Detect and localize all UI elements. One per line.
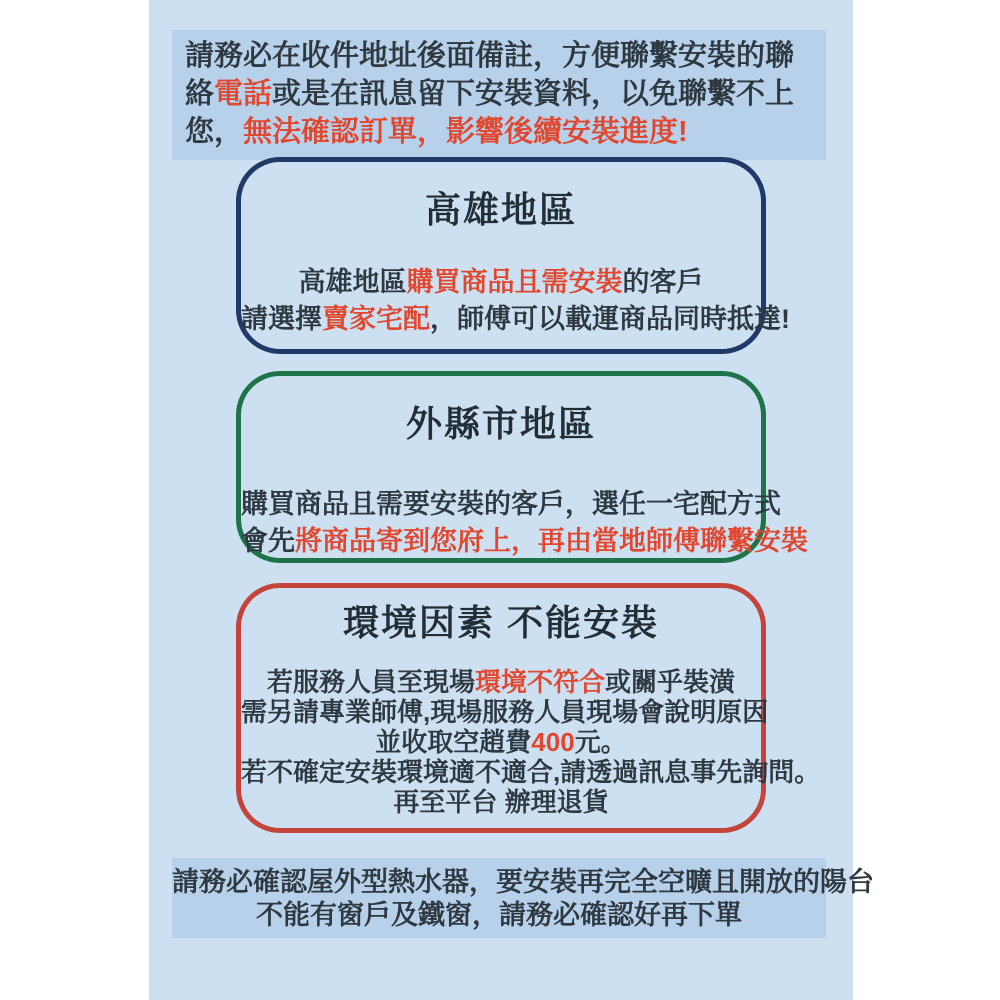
top-notice-text <box>185 37 813 151</box>
highlight-environment-unfit-text: 環境不符合 <box>474 667 605 697</box>
highlight-phone-text: 電話 <box>214 78 273 110</box>
environment-box-body <box>241 667 821 817</box>
highlight-progress-warning-text: 續安裝進度! <box>533 116 688 148</box>
text-segment: 請選擇 <box>241 304 322 334</box>
body-line <box>241 727 761 757</box>
other-counties-box-body <box>241 486 808 560</box>
body-line <box>241 264 761 301</box>
body-line <box>241 486 781 523</box>
text-segment: 若不確定安裝環境適不適合,請透過訊息事先詢問。 <box>241 757 821 787</box>
kaohsiung-box-body <box>241 264 790 338</box>
text-segment: 購買商品且需要安裝的客戶，選任一宅配方式 <box>241 489 781 519</box>
text-segment: 的客戶 <box>622 267 704 297</box>
bottom-notice-line2: 不能有窗戶及鐵窗，請務必確認好再下單 <box>256 900 742 930</box>
highlight-fee-amount-text: 400 <box>531 727 575 757</box>
text-segment: ，師傅可以載運商品同時抵達! <box>430 304 790 334</box>
body-line <box>241 697 769 727</box>
text-segment: 或是在 <box>272 78 360 110</box>
text-segment: 元。 <box>574 727 627 757</box>
other-counties-box-title: 外縣市地區 <box>405 403 596 444</box>
text-segment: 會先 <box>241 526 295 556</box>
body-line <box>241 787 761 817</box>
other-counties-box <box>236 371 808 563</box>
highlight-seller-delivery-text: 賣家宅配 <box>322 304 430 334</box>
flyer-page <box>149 0 874 1000</box>
bottom-notice-line1: 請務必確認屋外型熱水器，要安裝再完全空曠且開放的陽台 <box>172 867 874 897</box>
body-line <box>241 667 761 697</box>
text-segment: 請務必在收件地址後面備註，方便聯繫安裝的聯絡 <box>185 40 795 110</box>
environment-box <box>236 583 821 833</box>
text-segment: 並收取空趙費 <box>375 727 532 757</box>
kaohsiung-box-title: 高雄地區 <box>424 189 577 230</box>
bottom-notice <box>172 858 874 938</box>
body-line <box>241 301 790 338</box>
top-notice <box>172 30 826 160</box>
text-segment: 需另請專業師傅,現場服務人員現場會說明原因 <box>241 697 769 727</box>
text-segment: 或關乎裝潢 <box>605 667 736 697</box>
highlight-purchase-install-text: 購買商品且需安裝 <box>406 267 623 297</box>
text-segment: 訊息留下安裝資料，以免聯繫不上您， <box>185 78 795 148</box>
text-segment: 高雄地區 <box>298 267 407 297</box>
body-line <box>241 523 808 560</box>
text-segment: 若服務人員至現場 <box>266 667 475 697</box>
highlight-ship-first-text: 將商品寄到您府上，再由當地師傅聯繫安裝 <box>295 526 808 556</box>
highlight-order-warning-text: 無法確認訂單，影響後 <box>243 116 534 148</box>
body-line <box>241 757 821 787</box>
kaohsiung-box <box>236 157 790 354</box>
text-segment: 再至平台 辦理退貨 <box>393 787 609 817</box>
environment-box-title: 環境因素 不能安裝 <box>342 602 659 643</box>
